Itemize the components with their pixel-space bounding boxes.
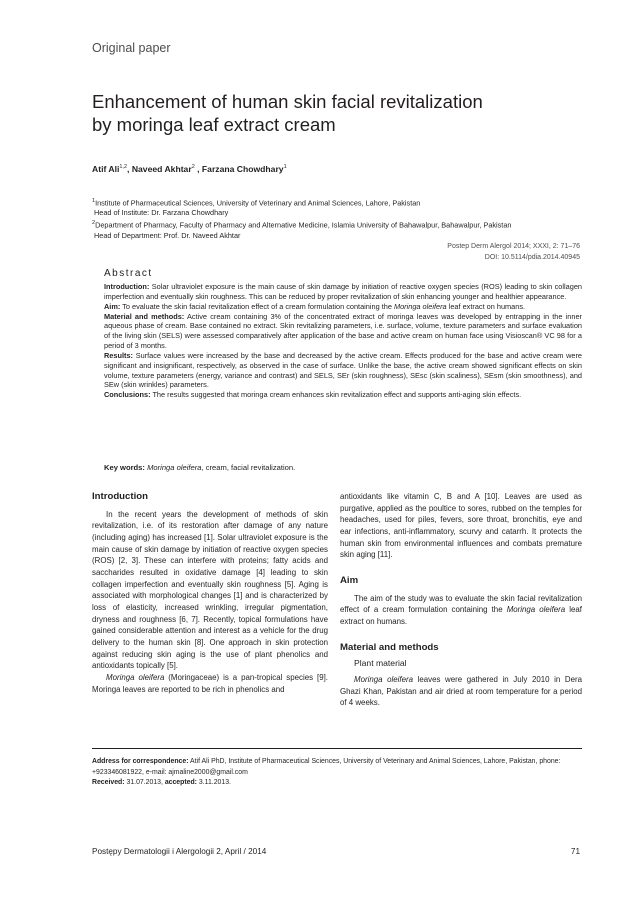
abstract-aim (104, 302, 582, 312)
affiliation-text: Institute of Pharmaceutical Sciences, University of Veterinary and Animal Sciences, Lahore, Pakistan (95, 198, 421, 208)
text: The aim of the study was to evaluate the skin facial revitalization effect of a cream formulation containing the (340, 593, 582, 615)
keywords-label: Key words: (104, 463, 145, 472)
intro-paragraph-2 (92, 672, 328, 695)
text: (Moringaceae) is a pan-tropical species [9]. Moringa leaves are reported to be rich in phenolics and (92, 672, 328, 694)
right-column (340, 491, 582, 709)
affiliations (92, 196, 582, 241)
keywords-text: , cream, facial revitalization. (201, 463, 296, 472)
abstract-heading: Abstract (104, 268, 153, 279)
text: Solar ultraviolet exposure is the main cause of skin damage by initiation of reactive oxygen species (ROS) leading to skin collagen imperfection and eventually skin roughness. This can be reduced by proper revitalization of skin enhancing younger and healthier appearance. (104, 282, 582, 301)
label: Address for correspondence: (92, 758, 189, 765)
abstract-methods (104, 312, 582, 351)
affiliation-sup: 1 (92, 198, 96, 204)
page-number: 71 (570, 847, 580, 856)
text: Atif Ali PhD, Institute of Pharmaceutical Sciences, University of Veterinary and Animal Sciences, Lahore, Pakistan, phone: +923346081922, e-mail: ajmaline2000@gmail.com (92, 758, 561, 776)
text: Surface values were increased by the base and decreased by the active cream. Effects produced for the base and active cream were significant and insignificant, respectively, as observed in the case of surface. Unlike the base, the active cream showed significant effects on skin volume, texture parameters (energy, variance and contrast) and SELS, SEr (skin roughness), SEsc (skin scaliness), SEsm (skin smoothness), and SEw (skin wrinkles) parameters. (104, 350, 582, 390)
footer-journal: Postępy Dermatologii i Alergologii 2, April / 2014 (92, 847, 267, 856)
dates (92, 778, 582, 789)
text: leaf extract on humans. (340, 605, 582, 626)
plant-material-heading: Plant material (354, 658, 407, 669)
intro-paragraph-1: In the recent years the development of methods of skin revitalization, i.e. of its restoration after damage of any nature (including aging) has increased [1]. Solar ultraviolet exposure is the main cause of skin damage by initiation of reactive oxygen species (ROS) [2, 3]. These can interfere with proteins; fatty acids and saccharides resulted in oxidative damage [4] leading to skin collagen imperfection and eventually skin roughness [5]. Aging is associated with morphological changes [1] and is characterized by loss of elasticity, increased wrinkling, irregular pigmentation, dryness and roughness [6, 7]. Recently, topical formulations have gained considerable attention and interest as a vehicle for the drug delivery to the human skin [8]. One approach in skin protection against reducing skin aging is the use of plant phenolics and antioxidants topically [5]. (92, 509, 328, 671)
introduction-heading: Introduction (92, 491, 148, 502)
aim-paragraph (340, 593, 582, 628)
abstract-body (104, 282, 582, 400)
abstract-introduction (104, 282, 582, 302)
text: 3.11.2013. (198, 779, 231, 786)
abstract-conclusions (104, 390, 582, 400)
affiliation-line (92, 196, 582, 208)
text: To evaluate the skin facial revitalization effect of a cream formulation containing the (122, 301, 394, 311)
text: leaves were gathered in July 2010 in Dera Ghazi Khan, Pakistan and air dried at room temperature for a period of 4 weeks. (340, 674, 582, 708)
affiliation-sup: 2 (92, 220, 96, 227)
label: Conclusions: (104, 390, 151, 400)
author-sup: 1 (283, 164, 287, 171)
text: The results suggested that moringa cream enhances skin revitalization effect and supports anti-aging skin effects. (152, 390, 522, 400)
author-name: Atif Ali (92, 164, 120, 174)
affiliation-line (92, 231, 582, 241)
article-title (92, 90, 562, 136)
plant-paragraph (340, 674, 582, 709)
correspondence-block (92, 757, 582, 789)
label: Results: (104, 350, 133, 360)
affiliation-line (92, 218, 582, 230)
label: Introduction: (104, 282, 150, 291)
title-line-1: Enhancement of human skin facial revitalization (92, 91, 483, 112)
species: Moringa oleifera (393, 301, 447, 311)
affiliation-text: Head of Institute: Dr. Farzana Chowdhary (94, 208, 229, 218)
methods-heading: Material and methods (340, 641, 439, 653)
correspondence-address (92, 757, 582, 778)
label: Aim: (104, 301, 121, 311)
label: Received: (92, 779, 125, 786)
citation-block (447, 241, 580, 263)
aim-heading: Aim (340, 574, 359, 586)
author-name: Naveed Akhtar (131, 164, 192, 174)
affiliation-text: Head of Department: Prof. Dr. Naveed Akhtar (94, 230, 241, 240)
doi-link[interactable]: DOI: 10.5114/pdia.2014.40945 (484, 254, 580, 261)
species: Moringa oleifera (106, 672, 165, 682)
left-column (92, 491, 328, 695)
keyword-species: Moringa oleifera (147, 463, 202, 472)
keywords (104, 463, 295, 472)
section-label: Original paper (92, 41, 171, 55)
affiliation-line (92, 208, 582, 218)
author-sup: 2 (191, 164, 195, 171)
species: Moringa oleifera (354, 674, 414, 684)
text: Active cream containing 3% of the concentrated extract of moringa leaves was developed by entrapping in the inner aqueous phase of cream. Base contained no extract. Skin revitalizing parameters, i.e. surface, volume, texture parameters and surface evaluation of the living skin (SELS) were assessed comparatively after application of the base and active cream on human face using Visioscan® VC 98 for a period of 3 months. (104, 311, 582, 351)
author-sup: 1,2 (119, 164, 128, 171)
affiliation-text: Department of Pharmacy, Faculty of Pharmacy and Alternative Medicine, Islamia University of Bahawalpur, Bahawalpur, Pakistan (95, 220, 512, 230)
abstract-results (104, 351, 582, 390)
title-line-2: by moringa leaf extract cream (92, 114, 336, 135)
author-list: Atif Ali$^{1,2}$, Naveed Akhtar$^2$ , Farzana Chowdhary$^1$ (92, 164, 287, 174)
citation: Postep Derm Alergol 2014; XXXI, 2: 71–76 (447, 243, 580, 250)
label: Material and methods: (104, 311, 185, 321)
text: 31.07.2013, (126, 779, 163, 786)
label: accepted: (164, 779, 197, 786)
divider (92, 748, 582, 749)
species: Moringa oleifera (506, 605, 566, 615)
author-name: Farzana Chowdhary (201, 164, 284, 174)
text: leaf extract on humans. (446, 301, 526, 311)
col2-paragraph-1: antioxidants like vitamin C, B and A [10]. Leaves are used as purgative, applied as the poultice to sores, rubbed on the temples for headaches, used for piles, fevers, sore throat, bronchitis, eye and ear infections, anti-inflammatory, scurvy and catarrh. It protects the human skin from environmental influences and combats premature skin aging [11]. (340, 492, 582, 560)
